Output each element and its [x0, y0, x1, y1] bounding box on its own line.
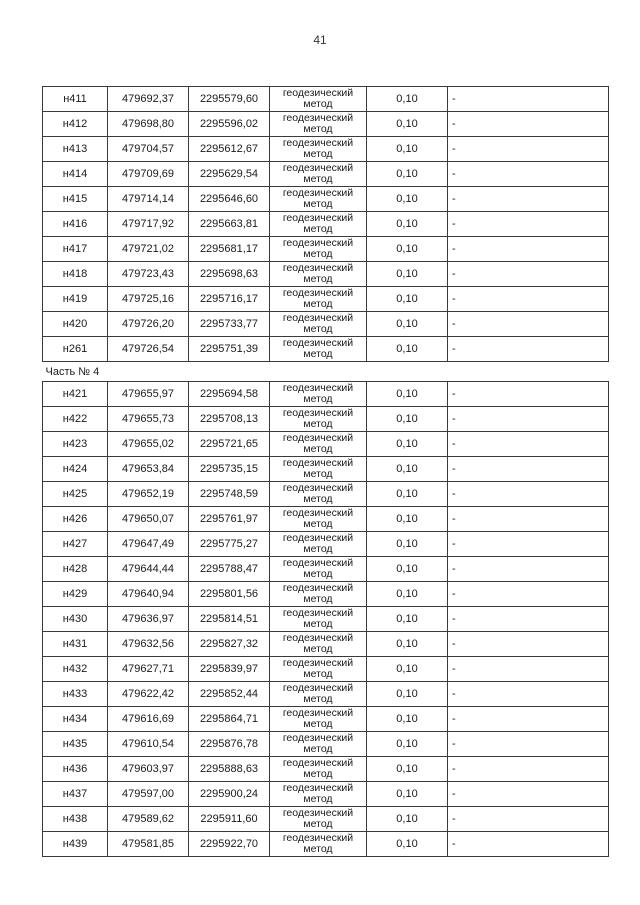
method-cell: геодезический метод	[270, 432, 367, 457]
y-coordinate-cell: 2295735,15	[189, 457, 270, 482]
x-coordinate-cell: 479655,02	[108, 432, 189, 457]
description-cell: -	[448, 312, 609, 337]
method-cell: геодезический метод	[270, 657, 367, 682]
x-coordinate-cell: 479726,54	[108, 337, 189, 362]
description-cell: -	[448, 382, 609, 407]
point-id-cell: н417	[43, 237, 108, 262]
description-cell: -	[448, 162, 609, 187]
y-coordinate-cell: 2295922,70	[189, 832, 270, 857]
accuracy-cell: 0,10	[367, 382, 448, 407]
accuracy-cell: 0,10	[367, 337, 448, 362]
y-coordinate-cell: 2295852,44	[189, 682, 270, 707]
x-coordinate-cell: 479692,37	[108, 87, 189, 112]
method-cell: геодезический метод	[270, 557, 367, 582]
point-id-cell: н422	[43, 407, 108, 432]
point-id-cell: н429	[43, 582, 108, 607]
table-row	[43, 112, 609, 137]
accuracy-cell: 0,10	[367, 482, 448, 507]
method-cell: геодезический метод	[270, 532, 367, 557]
point-id-cell: н413	[43, 137, 108, 162]
accuracy-cell: 0,10	[367, 832, 448, 857]
x-coordinate-cell: 479627,71	[108, 657, 189, 682]
table-row	[43, 87, 609, 112]
accuracy-cell: 0,10	[367, 607, 448, 632]
y-coordinate-cell: 2295579,60	[189, 87, 270, 112]
y-coordinate-cell: 2295716,17	[189, 287, 270, 312]
y-coordinate-cell: 2295629,54	[189, 162, 270, 187]
accuracy-cell: 0,10	[367, 807, 448, 832]
description-cell: -	[448, 237, 609, 262]
y-coordinate-cell: 2295814,51	[189, 607, 270, 632]
description-cell: -	[448, 407, 609, 432]
description-cell: -	[448, 457, 609, 482]
accuracy-cell: 0,10	[367, 582, 448, 607]
accuracy-cell: 0,10	[367, 682, 448, 707]
page-number: 41	[313, 33, 327, 47]
description-cell: -	[448, 112, 609, 137]
description-cell: -	[448, 212, 609, 237]
x-coordinate-cell: 479640,94	[108, 582, 189, 607]
y-coordinate-cell: 2295761,97	[189, 507, 270, 532]
method-cell: геодезический метод	[270, 832, 367, 857]
accuracy-cell: 0,10	[367, 707, 448, 732]
table-row	[43, 262, 609, 287]
table-row	[43, 607, 609, 632]
point-id-cell: н433	[43, 682, 108, 707]
description-cell: -	[448, 707, 609, 732]
description-cell: -	[448, 732, 609, 757]
point-id-cell: н412	[43, 112, 108, 137]
table-row	[43, 187, 609, 212]
y-coordinate-cell: 2295612,67	[189, 137, 270, 162]
point-id-cell: н431	[43, 632, 108, 657]
x-coordinate-cell: 479581,85	[108, 832, 189, 857]
accuracy-cell: 0,10	[367, 262, 448, 287]
accuracy-cell: 0,10	[367, 532, 448, 557]
table-row	[43, 457, 609, 482]
method-cell: геодезический метод	[270, 407, 367, 432]
x-coordinate-cell: 479698,80	[108, 112, 189, 137]
table-row	[43, 782, 609, 807]
description-cell: -	[448, 807, 609, 832]
point-id-cell: н415	[43, 187, 108, 212]
method-cell: геодезический метод	[270, 782, 367, 807]
x-coordinate-cell: 479709,69	[108, 162, 189, 187]
description-cell: -	[448, 632, 609, 657]
point-id-cell: н419	[43, 287, 108, 312]
method-cell: геодезический метод	[270, 312, 367, 337]
accuracy-cell: 0,10	[367, 137, 448, 162]
x-coordinate-cell: 479610,54	[108, 732, 189, 757]
accuracy-cell: 0,10	[367, 237, 448, 262]
description-cell: -	[448, 657, 609, 682]
x-coordinate-cell: 479632,56	[108, 632, 189, 657]
table-row	[43, 807, 609, 832]
description-cell: -	[448, 137, 609, 162]
x-coordinate-cell: 479636,97	[108, 607, 189, 632]
x-coordinate-cell: 479653,84	[108, 457, 189, 482]
table-row	[43, 287, 609, 312]
table-row	[43, 162, 609, 187]
method-cell: геодезический метод	[270, 212, 367, 237]
method-cell: геодезический метод	[270, 287, 367, 312]
description-cell: -	[448, 557, 609, 582]
x-coordinate-cell: 479647,49	[108, 532, 189, 557]
y-coordinate-cell: 2295876,78	[189, 732, 270, 757]
y-coordinate-cell: 2295775,27	[189, 532, 270, 557]
method-cell: геодезический метод	[270, 457, 367, 482]
y-coordinate-cell: 2295663,81	[189, 212, 270, 237]
x-coordinate-cell: 479717,92	[108, 212, 189, 237]
accuracy-cell: 0,10	[367, 407, 448, 432]
table-row	[43, 407, 609, 432]
x-coordinate-cell: 479589,62	[108, 807, 189, 832]
x-coordinate-cell: 479721,02	[108, 237, 189, 262]
description-cell: -	[448, 187, 609, 212]
accuracy-cell: 0,10	[367, 112, 448, 137]
x-coordinate-cell: 479650,07	[108, 507, 189, 532]
description-cell: -	[448, 832, 609, 857]
x-coordinate-cell: 479652,19	[108, 482, 189, 507]
accuracy-cell: 0,10	[367, 212, 448, 237]
y-coordinate-cell: 2295900,24	[189, 782, 270, 807]
table-row	[43, 707, 609, 732]
y-coordinate-cell: 2295646,60	[189, 187, 270, 212]
point-id-cell: н430	[43, 607, 108, 632]
description-cell: -	[448, 262, 609, 287]
method-cell: геодезический метод	[270, 162, 367, 187]
method-cell: геодезический метод	[270, 382, 367, 407]
description-cell: -	[448, 482, 609, 507]
y-coordinate-cell: 2295751,39	[189, 337, 270, 362]
x-coordinate-cell: 479655,97	[108, 382, 189, 407]
y-coordinate-cell: 2295733,77	[189, 312, 270, 337]
x-coordinate-cell: 479644,44	[108, 557, 189, 582]
coordinates-table	[42, 86, 609, 857]
x-coordinate-cell: 479723,43	[108, 262, 189, 287]
point-id-cell: н414	[43, 162, 108, 187]
method-cell: геодезический метод	[270, 337, 367, 362]
table-row	[43, 482, 609, 507]
y-coordinate-cell: 2295596,02	[189, 112, 270, 137]
table-row	[43, 507, 609, 532]
table-row	[43, 382, 609, 407]
method-cell: геодезический метод	[270, 137, 367, 162]
y-coordinate-cell: 2295864,71	[189, 707, 270, 732]
table-row	[43, 557, 609, 582]
part-header-row	[43, 362, 609, 382]
method-cell: геодезический метод	[270, 757, 367, 782]
accuracy-cell: 0,10	[367, 432, 448, 457]
x-coordinate-cell: 479603,97	[108, 757, 189, 782]
y-coordinate-cell: 2295788,47	[189, 557, 270, 582]
description-cell: -	[448, 582, 609, 607]
table-row	[43, 657, 609, 682]
point-id-cell: н420	[43, 312, 108, 337]
accuracy-cell: 0,10	[367, 782, 448, 807]
accuracy-cell: 0,10	[367, 162, 448, 187]
table-row	[43, 632, 609, 657]
table-row	[43, 682, 609, 707]
description-cell: -	[448, 507, 609, 532]
point-id-cell: н424	[43, 457, 108, 482]
point-id-cell: н439	[43, 832, 108, 857]
point-id-cell: н432	[43, 657, 108, 682]
method-cell: геодезический метод	[270, 807, 367, 832]
method-cell: геодезический метод	[270, 632, 367, 657]
y-coordinate-cell: 2295911,60	[189, 807, 270, 832]
x-coordinate-cell: 479655,73	[108, 407, 189, 432]
description-cell: -	[448, 757, 609, 782]
coordinates-table-body	[43, 87, 609, 857]
accuracy-cell: 0,10	[367, 187, 448, 212]
method-cell: геодезический метод	[270, 112, 367, 137]
accuracy-cell: 0,10	[367, 457, 448, 482]
method-cell: геодезический метод	[270, 482, 367, 507]
point-id-cell: н438	[43, 807, 108, 832]
accuracy-cell: 0,10	[367, 312, 448, 337]
point-id-cell: н426	[43, 507, 108, 532]
description-cell: -	[448, 87, 609, 112]
point-id-cell: н418	[43, 262, 108, 287]
table-row	[43, 432, 609, 457]
accuracy-cell: 0,10	[367, 87, 448, 112]
accuracy-cell: 0,10	[367, 732, 448, 757]
y-coordinate-cell: 2295827,32	[189, 632, 270, 657]
x-coordinate-cell: 479726,20	[108, 312, 189, 337]
point-id-cell: н436	[43, 757, 108, 782]
x-coordinate-cell: 479597,00	[108, 782, 189, 807]
y-coordinate-cell: 2295708,13	[189, 407, 270, 432]
point-id-cell: н427	[43, 532, 108, 557]
table-row	[43, 757, 609, 782]
table-row	[43, 237, 609, 262]
coordinates-table-container	[42, 86, 598, 857]
point-id-cell: н428	[43, 557, 108, 582]
accuracy-cell: 0,10	[367, 632, 448, 657]
description-cell: -	[448, 532, 609, 557]
point-id-cell: н423	[43, 432, 108, 457]
point-id-cell: н261	[43, 337, 108, 362]
x-coordinate-cell: 479725,16	[108, 287, 189, 312]
table-row	[43, 532, 609, 557]
y-coordinate-cell: 2295801,56	[189, 582, 270, 607]
y-coordinate-cell: 2295698,63	[189, 262, 270, 287]
table-row	[43, 337, 609, 362]
method-cell: геодезический метод	[270, 187, 367, 212]
y-coordinate-cell: 2295694,58	[189, 382, 270, 407]
x-coordinate-cell: 479704,57	[108, 137, 189, 162]
table-row	[43, 137, 609, 162]
accuracy-cell: 0,10	[367, 557, 448, 582]
table-row	[43, 832, 609, 857]
accuracy-cell: 0,10	[367, 657, 448, 682]
description-cell: -	[448, 682, 609, 707]
y-coordinate-cell: 2295839,97	[189, 657, 270, 682]
y-coordinate-cell: 2295681,17	[189, 237, 270, 262]
part-header: Часть № 4	[43, 362, 609, 382]
table-row	[43, 582, 609, 607]
point-id-cell: н434	[43, 707, 108, 732]
method-cell: геодезический метод	[270, 707, 367, 732]
method-cell: геодезический метод	[270, 262, 367, 287]
y-coordinate-cell: 2295748,59	[189, 482, 270, 507]
description-cell: -	[448, 607, 609, 632]
method-cell: геодезический метод	[270, 682, 367, 707]
table-row	[43, 732, 609, 757]
point-id-cell: н435	[43, 732, 108, 757]
y-coordinate-cell: 2295888,63	[189, 757, 270, 782]
point-id-cell: н421	[43, 382, 108, 407]
point-id-cell: н425	[43, 482, 108, 507]
method-cell: геодезический метод	[270, 507, 367, 532]
x-coordinate-cell: 479616,69	[108, 707, 189, 732]
y-coordinate-cell: 2295721,65	[189, 432, 270, 457]
point-id-cell: н411	[43, 87, 108, 112]
accuracy-cell: 0,10	[367, 757, 448, 782]
x-coordinate-cell: 479622,42	[108, 682, 189, 707]
accuracy-cell: 0,10	[367, 287, 448, 312]
point-id-cell: н416	[43, 212, 108, 237]
method-cell: геодезический метод	[270, 732, 367, 757]
method-cell: геодезический метод	[270, 237, 367, 262]
method-cell: геодезический метод	[270, 87, 367, 112]
x-coordinate-cell: 479714,14	[108, 187, 189, 212]
method-cell: геодезический метод	[270, 607, 367, 632]
description-cell: -	[448, 287, 609, 312]
point-id-cell: н437	[43, 782, 108, 807]
accuracy-cell: 0,10	[367, 507, 448, 532]
description-cell: -	[448, 432, 609, 457]
table-row	[43, 212, 609, 237]
table-row	[43, 312, 609, 337]
method-cell: геодезический метод	[270, 582, 367, 607]
description-cell: -	[448, 782, 609, 807]
description-cell: -	[448, 337, 609, 362]
